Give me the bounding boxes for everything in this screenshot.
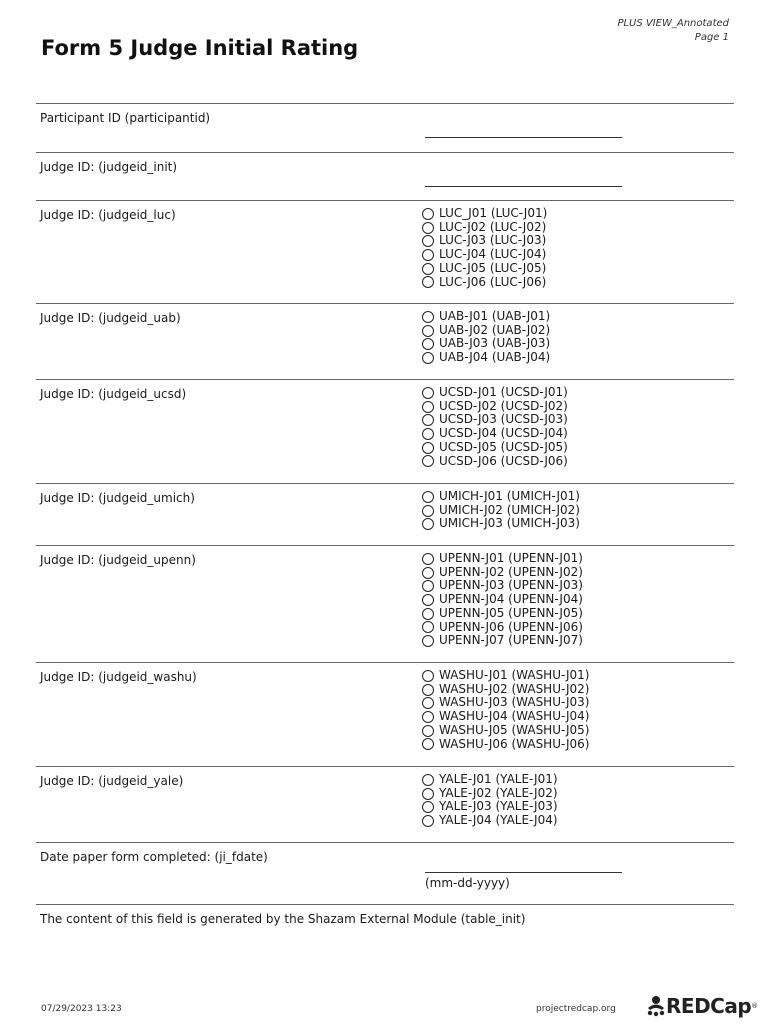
radio-circle-icon[interactable] [422, 222, 434, 234]
field-judgeid-umich [36, 483, 734, 545]
field-label: Judge ID: (judgeid_init) [40, 160, 178, 174]
radio-circle-icon[interactable] [422, 263, 434, 275]
field-label: Judge ID: (judgeid_umich) [40, 491, 195, 505]
radio-option-label: WASHU-J02 (WASHU-J02) [439, 681, 590, 696]
radio-option-label: YALE-J03 (YALE-J03) [439, 799, 558, 814]
ji-fdate-text-line[interactable] [425, 872, 622, 873]
field-label: Participant ID (participantid) [40, 111, 211, 125]
radio-option-label: LUC-J06 (LUC-J06) [439, 274, 547, 289]
judgeid-init-text-line[interactable] [425, 186, 622, 187]
radio-option-label: UCSD-J01 (UCSD-J01) [439, 385, 568, 399]
radio-option-label: LUC-J02 (LUC-J02) [439, 219, 547, 234]
registered-mark: ® [751, 1002, 759, 1010]
radio-option-label: YALE-J02 (YALE-J02) [439, 785, 558, 800]
radio-group [422, 386, 568, 468]
radio-circle-icon[interactable] [422, 208, 434, 220]
radio-group [422, 310, 550, 365]
radio-option[interactable] [422, 490, 580, 504]
radio-option-label: UPENN-J02 (UPENN-J02) [439, 564, 583, 579]
field-label: The content of this field is generated by the Shazam External Module (table_init) [40, 912, 526, 926]
radio-option-label: UCSD-J03 (UCSD-J03) [439, 412, 568, 427]
radio-circle-icon[interactable] [422, 801, 434, 813]
radio-option[interactable] [422, 351, 550, 365]
field-judgeid-ucsd [36, 379, 734, 483]
radio-circle-icon[interactable] [422, 697, 434, 709]
radio-option[interactable] [422, 552, 583, 566]
radio-option-label: WASHU-J05 (WASHU-J05) [439, 722, 590, 737]
radio-option[interactable] [422, 773, 558, 787]
field-label: Judge ID: (judgeid_uab) [40, 311, 181, 325]
radio-circle-icon[interactable] [422, 235, 434, 247]
radio-option[interactable] [422, 276, 547, 290]
radio-circle-icon[interactable] [422, 442, 434, 454]
radio-circle-icon[interactable] [422, 401, 434, 413]
radio-circle-icon[interactable] [422, 553, 434, 565]
radio-option[interactable] [422, 337, 550, 351]
redcap-wordmark: REDCap [666, 994, 752, 1018]
radio-option[interactable] [422, 400, 568, 414]
page-header-meta [617, 17, 729, 45]
radio-option[interactable] [422, 669, 589, 683]
field-label: Judge ID: (judgeid_upenn) [40, 553, 196, 567]
radio-option[interactable] [422, 800, 558, 814]
radio-group [422, 207, 547, 289]
radio-circle-icon[interactable] [422, 518, 434, 530]
field-participantid [36, 103, 734, 152]
radio-group [422, 669, 589, 751]
radio-circle-icon[interactable] [422, 815, 434, 827]
radio-circle-icon[interactable] [422, 774, 434, 786]
radio-option-label: YALE-J01 (YALE-J01) [439, 772, 558, 786]
radio-option[interactable] [422, 310, 550, 324]
radio-circle-icon[interactable] [422, 725, 434, 737]
radio-option-label: UMICH-J02 (UMICH-J02) [439, 502, 580, 517]
radio-circle-icon[interactable] [422, 594, 434, 606]
radio-circle-icon[interactable] [422, 276, 434, 288]
radio-option[interactable] [422, 386, 568, 400]
date-format-note: (mm-dd-yyyy) [425, 876, 510, 890]
radio-circle-icon[interactable] [422, 387, 434, 399]
radio-option[interactable] [422, 234, 547, 248]
radio-group [422, 490, 580, 531]
footer-site-link[interactable]: projectredcap.org [536, 1004, 616, 1014]
radio-option-label: UAB-J04 (UAB-J04) [439, 350, 551, 365]
radio-option[interactable] [422, 814, 558, 828]
field-label: Judge ID: (judgeid_washu) [40, 670, 197, 684]
field-label: Date paper form completed: (ji_fdate) [40, 850, 268, 864]
radio-circle-icon[interactable] [422, 788, 434, 800]
radio-option[interactable] [422, 207, 547, 221]
radio-option[interactable] [422, 504, 580, 518]
radio-circle-icon[interactable] [422, 670, 434, 682]
field-label: Judge ID: (judgeid_ucsd) [40, 387, 187, 401]
radio-option-label: UAB-J03 (UAB-J03) [439, 336, 551, 351]
radio-option[interactable] [422, 248, 547, 262]
field-table-init [36, 904, 734, 944]
radio-option[interactable] [422, 579, 583, 593]
radio-option-label: WASHU-J04 (WASHU-J04) [439, 709, 590, 724]
radio-option[interactable] [422, 683, 589, 697]
radio-option-label: UPENN-J06 (UPENN-J06) [439, 619, 583, 634]
radio-option-label: LUC-J04 (LUC-J04) [439, 247, 547, 262]
radio-circle-icon[interactable] [422, 352, 434, 364]
radio-option[interactable] [422, 221, 547, 235]
participantid-text-line[interactable] [425, 137, 622, 138]
radio-option[interactable] [422, 593, 583, 607]
radio-option[interactable] [422, 441, 568, 455]
radio-option-label: UMICH-J01 (UMICH-J01) [439, 489, 580, 503]
radio-circle-icon[interactable] [422, 505, 434, 517]
radio-circle-icon[interactable] [422, 455, 434, 467]
radio-option-label: WASHU-J01 (WASHU-J01) [439, 668, 590, 682]
radio-option-label: UPENN-J03 (UPENN-J03) [439, 578, 583, 593]
field-judgeid-upenn [36, 545, 734, 662]
radio-circle-icon[interactable] [422, 567, 434, 579]
radio-circle-icon[interactable] [422, 635, 434, 647]
redcap-logo [646, 994, 758, 1018]
radio-option-label: UAB-J01 (UAB-J01) [439, 309, 551, 323]
radio-circle-icon[interactable] [422, 428, 434, 440]
radio-option-label: UPENN-J05 (UPENN-J05) [439, 605, 583, 620]
radio-circle-icon[interactable] [422, 311, 434, 323]
field-label: Judge ID: (judgeid_luc) [40, 208, 176, 222]
form-title: Form 5 Judge Initial Rating [41, 36, 359, 60]
footer-datetime: 07/29/2023 13:23 [41, 1004, 122, 1014]
radio-circle-icon[interactable] [422, 249, 434, 261]
field-judgeid-luc [36, 200, 734, 303]
page-number: Page 1 [694, 32, 729, 43]
field-judgeid-yale [36, 766, 734, 842]
radio-option[interactable] [422, 517, 580, 531]
redcap-cap-icon [646, 995, 666, 1017]
field-judgeid-washu [36, 662, 734, 766]
field-judgeid-init [36, 152, 734, 200]
radio-circle-icon[interactable] [422, 711, 434, 723]
radio-option-label: LUC-J05 (LUC-J05) [439, 260, 547, 275]
radio-option[interactable] [422, 724, 589, 738]
radio-option-label: UCSD-J06 (UCSD-J06) [439, 453, 568, 468]
radio-option-label: UCSD-J05 (UCSD-J05) [439, 439, 568, 454]
radio-option[interactable] [422, 738, 589, 752]
radio-option-label: WASHU-J06 (WASHU-J06) [439, 736, 590, 751]
radio-group [422, 773, 558, 828]
radio-option-label: UPENN-J07 (UPENN-J07) [439, 633, 583, 648]
radio-circle-icon[interactable] [422, 684, 434, 696]
radio-option[interactable] [422, 607, 583, 621]
radio-circle-icon[interactable] [422, 325, 434, 337]
radio-option-label: UCSD-J02 (UCSD-J02) [439, 398, 568, 413]
field-label: Judge ID: (judgeid_yale) [40, 774, 184, 788]
field-judgeid-uab [36, 303, 734, 379]
radio-circle-icon[interactable] [422, 621, 434, 633]
radio-circle-icon[interactable] [422, 608, 434, 620]
radio-option-label: UCSD-J04 (UCSD-J04) [439, 426, 568, 441]
radio-option-label: LUC_J01 (LUC-J01) [439, 206, 548, 220]
radio-circle-icon[interactable] [422, 491, 434, 503]
radio-option-label: WASHU-J03 (WASHU-J03) [439, 695, 590, 710]
view-label: PLUS VIEW_Annotated [617, 18, 729, 29]
radio-option-label: UPENN-J04 (UPENN-J04) [439, 592, 583, 607]
radio-circle-icon[interactable] [422, 580, 434, 592]
radio-group [422, 552, 583, 648]
radio-option-label: UPENN-J01 (UPENN-J01) [439, 551, 583, 565]
radio-circle-icon[interactable] [422, 338, 434, 350]
radio-option[interactable] [422, 262, 547, 276]
radio-option[interactable] [422, 696, 589, 710]
form-fields [36, 103, 734, 944]
field-ji-fdate [36, 842, 734, 904]
radio-option[interactable] [422, 455, 568, 469]
radio-option-label: UMICH-J03 (UMICH-J03) [439, 516, 580, 531]
radio-option[interactable] [422, 413, 568, 427]
radio-option-label: YALE-J04 (YALE-J04) [439, 813, 558, 828]
radio-option-label: UAB-J02 (UAB-J02) [439, 322, 551, 337]
radio-option[interactable] [422, 787, 558, 801]
radio-circle-icon[interactable] [422, 414, 434, 426]
radio-option[interactable] [422, 324, 550, 338]
radio-option-label: LUC-J03 (LUC-J03) [439, 233, 547, 248]
radio-circle-icon[interactable] [422, 738, 434, 750]
radio-option[interactable] [422, 710, 589, 724]
radio-option[interactable] [422, 621, 583, 635]
radio-option[interactable] [422, 566, 583, 580]
radio-option[interactable] [422, 634, 583, 648]
radio-option[interactable] [422, 427, 568, 441]
